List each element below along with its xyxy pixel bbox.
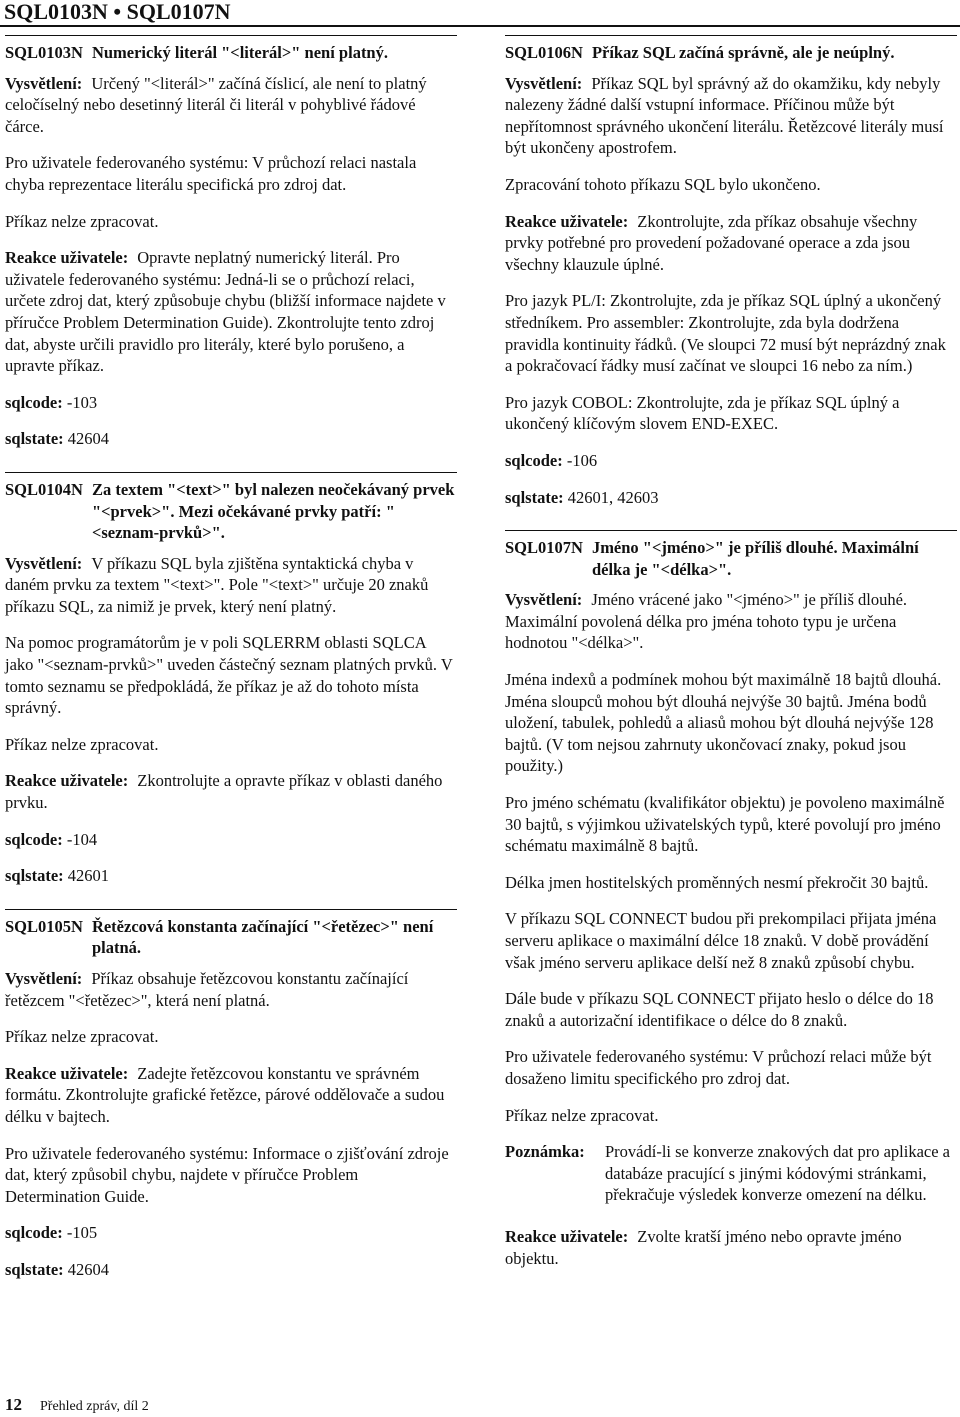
body-paragraph: Pro jazyk COBOL: Zkontrolujte, zda je příkaz SQL úplný a ukončený klíčovým slovem END-EXEC. [505, 392, 900, 434]
body-paragraph: Zpracování tohoto příkazu SQL bylo ukončeno. [505, 174, 821, 194]
message-title: Příkaz SQL začíná správně, ale je neúplný. [591, 43, 895, 62]
sqlstate-value: 42601 [67, 866, 110, 886]
sqlstate-value: 42604 [67, 429, 110, 449]
entry-divider [505, 530, 957, 531]
message-entry-sql0105n [5, 909, 457, 1281]
explanation-text: V příkazu SQL byla zjištěna syntaktická chyba v daném prvku za textem "<text>". Pole "<text>" určuje 20 znaků příkazu SQL, za nimiž je prvek, který není platný. [5, 553, 429, 616]
entry-divider [505, 35, 957, 36]
body-paragraph: V příkazu SQL CONNECT budou při prekompilaci přijata jména serveru aplikace o maximální délce 18 znaků. V době provádění však jméno serveru aplikace delší než 8 znaků způsobí chybu. [505, 909, 937, 972]
sqlstate-value: 42601, 42603 [567, 487, 659, 507]
body-paragraph: Příkaz nelze zpracovat. [505, 1105, 659, 1125]
user-response-label: Reakce uživatele: [5, 1063, 129, 1083]
explanation-label: Vysvětlení: [505, 590, 583, 610]
sqlcode-label: sqlcode: [5, 829, 63, 849]
sqlcode-line [5, 829, 457, 851]
sqlcode-value: -103 [66, 392, 98, 412]
sqlstate-line [5, 1259, 457, 1281]
entry-divider [5, 909, 457, 910]
page-header: SQL0103N • SQL0107N [4, 0, 231, 24]
message-heading [505, 537, 957, 580]
entry-divider [5, 472, 457, 473]
user-response-text: Zvolte kratší jméno nebo opravte jméno objektu. [505, 1226, 902, 1268]
message-code: SQL0104N [5, 479, 83, 499]
message-code: SQL0107N [505, 538, 583, 558]
user-response-label: Reakce uživatele: [505, 1226, 629, 1246]
user-response-text: Zkontrolujte a opravte příkaz v oblasti daného prvku. [5, 771, 443, 813]
message-title: Numerický literál "<literál>" není platný. [91, 43, 388, 62]
sqlcode-line [5, 392, 457, 414]
message-code: SQL0103N [5, 43, 83, 62]
message-code: SQL0106N [505, 43, 583, 62]
sqlcode-line [5, 1222, 457, 1244]
message-heading [5, 916, 457, 959]
body-paragraph: Pro uživatele federovaného systému: Informace o zjišťování zdroje dat, který způsobil chybu, najdete v příručce Problem Determination Guide. [5, 1143, 449, 1206]
explanation-paragraph [5, 553, 457, 618]
user-response-text: Opravte neplatný numerický literál. Pro uživatele federovaného systému: Jedná-li se o průchozí relaci, určete zdroj dat, který způsobuje chybu (bližší informace najdete v příručce Problem Determination Guide). Zkontrolujte tento zdroj dat, abyste určili pravidlo pro literály, které bylo porušeno, a upravte příkaz. [5, 248, 446, 376]
sqlcode-label: sqlcode: [505, 450, 563, 470]
explanation-text: Jméno vrácené jako "<jméno>" je příliš dlouhé. Maximální povolená délka pro jména tohoto typu je určena hodnotou "<délka>". [505, 590, 908, 653]
note-block [505, 1141, 957, 1206]
right-column [505, 35, 957, 1291]
user-response-paragraph [5, 1063, 457, 1128]
page-footer [5, 1396, 149, 1416]
sqlcode-label: sqlcode: [5, 1223, 63, 1243]
sqlstate-label: sqlstate: [5, 866, 64, 886]
message-title: Jméno "<jméno>" je příliš dlouhé. Maximální délka je "<délka>". [591, 538, 919, 579]
sqlcode-label: sqlcode: [5, 392, 63, 412]
body-paragraph: Pro uživatele federovaného systému: V průchozí relaci může být dosaženo limitu specifického pro zdroj dat. [505, 1047, 932, 1088]
explanation-paragraph [5, 73, 457, 138]
sqlcode-value: -105 [66, 1223, 98, 1243]
explanation-label: Vysvětlení: [5, 73, 83, 93]
message-code: SQL0105N [5, 916, 83, 936]
explanation-label: Vysvětlení: [5, 553, 83, 573]
sqlstate-label: sqlstate: [505, 487, 564, 507]
body-paragraph: Na pomoc programátorům je v poli SQLERRM oblasti SQLCA jako "<seznam-prvků>" uveden částečný seznam platných prvků. V tomto seznamu se předpokládá, že příkaz je až do tohoto místa správný. [5, 633, 453, 718]
explanation-text: Určený "<literál>" začíná číslicí, ale není to platný celočíselný nebo desetinný literál či literál v pohyblivé řádové čárce. [5, 73, 427, 136]
note-label: Poznámka: [505, 1142, 585, 1162]
message-entry-sql0104n [5, 472, 457, 887]
note-text: Provádí-li se konverze znakových dat pro aplikace a databáze pracující s jinými kódovými stránkami, překračuje výsledek konverze omezení na délku. [605, 1142, 950, 1205]
sqlstate-line [505, 487, 957, 509]
message-entry-sql0103n [5, 35, 457, 450]
explanation-text: Příkaz SQL byl správný až do okamžiku, kdy nebyly nalezeny žádné další vstupní informace. Příčinou může být nepřítomnost správného ukončení literálu. Řetězcové literály musí být ukončeny apostrofem. [505, 73, 944, 158]
sqlstate-value: 42604 [67, 1259, 110, 1279]
explanation-paragraph [505, 589, 957, 654]
sqlcode-value: -106 [566, 450, 598, 470]
sqlstate-line [5, 865, 457, 887]
book-title: Přehled zpráv, díl 2 [40, 1399, 149, 1414]
explanation-paragraph [5, 968, 457, 1011]
sqlstate-label: sqlstate: [5, 429, 64, 449]
sqlstate-line [5, 428, 457, 450]
sqlcode-value: -104 [66, 829, 98, 849]
message-heading [5, 42, 457, 64]
body-paragraph: Pro jméno schématu (kvalifikátor objektu) je povoleno maximálně 30 bajtů, s výjimkou uživatelských typů, které povolují pro jméno schématu maximálně 8 bajtů. [505, 793, 945, 856]
user-response-paragraph [5, 770, 457, 813]
sqlcode-line [505, 450, 957, 472]
body-paragraph: Pro uživatele federovaného systému: V průchozí relaci nastala chyba reprezentace literálu specifická pro zdroj dat. [5, 153, 417, 194]
message-heading [505, 42, 957, 64]
body-paragraph: Příkaz nelze zpracovat. [5, 734, 159, 754]
user-response-paragraph [505, 1226, 957, 1269]
user-response-text: Zkontrolujte, zda příkaz obsahuje všechny prvky potřebné pro provedení požadované operace a zda jsou všechny klauzule úplné. [505, 211, 918, 274]
body-paragraph: Jména indexů a podmínek mohou být maximálně 18 bajtů dlouhá. Jména sloupců mohou být dlouhá nejvýše 30 bajtů. Jména bodů uložení, tabulek, pohledů a aliasů mohou být dlouhá nejvýše 128 bajtů. (V tom nejsou zahrnuty ukončovací znaky, pokud jsou použity.) [505, 670, 942, 776]
body-paragraph: Pro jazyk PL/I: Zkontrolujte, zda je příkaz SQL úplný a ukončený středníkem. Pro assembler: Zkontrolujte, zda byla dodržena pravidla kontinuity řádků. (Ve sloupci 72 musí být neprázdný znak a pokračovací řádky musí začínat ve sloupci 16 nebo za ním.) [505, 291, 946, 376]
message-heading [5, 479, 457, 544]
user-response-paragraph [5, 247, 457, 377]
explanation-paragraph [505, 73, 957, 159]
user-response-label: Reakce uživatele: [5, 248, 129, 268]
explanation-label: Vysvětlení: [5, 969, 83, 988]
user-response-label: Reakce uživatele: [5, 771, 129, 791]
message-title: Za textem "<text>" byl nalezen neočekávaný prvek "<prvek>". Mezi očekávané prvky patří: "<seznam-prvků>". [91, 479, 455, 543]
entry-divider [5, 35, 457, 36]
body-paragraph: Dále bude v příkazu SQL CONNECT přijato heslo o délce do 18 znaků a autorizační identifikace o délce do 8 znaků. [505, 989, 934, 1030]
body-paragraph: Příkaz nelze zpracovat. [5, 1027, 159, 1047]
user-response-paragraph [505, 211, 957, 276]
explanation-label: Vysvětlení: [505, 73, 583, 93]
message-entry-sql0107n [505, 530, 957, 1269]
message-entry-sql0106n [505, 35, 957, 508]
message-title: Řetězcová konstanta začínající "<řetězec>" není platná. [91, 916, 434, 958]
sqlstate-label: sqlstate: [5, 1259, 64, 1279]
header-rule [0, 25, 960, 27]
page-number: 12 [5, 1395, 22, 1414]
user-response-text: Zadejte řetězcovou konstantu ve správném formátu. Zkontrolujte grafické řetězce, párové oddělovače a sudou délku v bajtech. [5, 1063, 445, 1126]
user-response-label: Reakce uživatele: [505, 211, 629, 231]
left-column [5, 35, 457, 1303]
body-paragraph: Příkaz nelze zpracovat. [5, 211, 159, 231]
explanation-text: Příkaz obsahuje řetězcovou konstantu začínající řetězcem "<řetězec>", která není platná. [5, 969, 409, 1010]
body-paragraph: Délka jmen hostitelských proměnných nesmí překročit 30 bajtů. [505, 872, 929, 892]
